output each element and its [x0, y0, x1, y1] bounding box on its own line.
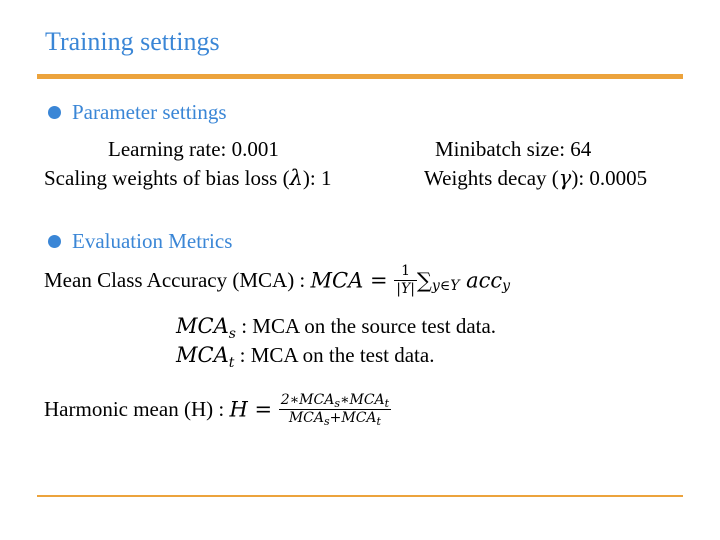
h-num-b-sub: t: [384, 397, 390, 410]
decay-suffix: ): 0.0005: [571, 166, 648, 190]
h-lhs: H: [229, 397, 248, 422]
sum-subscript: y∈Y: [431, 277, 460, 294]
scaling-suffix: ): 1: [302, 166, 332, 190]
bullet-icon: [48, 235, 61, 248]
mca-s-description: : MCA on the source test data.: [235, 314, 497, 338]
mca-s-line: [176, 314, 497, 342]
sum-symbol: ∑: [416, 268, 432, 293]
acc-term: acc: [459, 268, 503, 293]
harmonic-fraction: [279, 392, 391, 427]
h-num-a: 2∗MCA: [280, 392, 335, 408]
acc-subscript: y: [502, 277, 511, 294]
harmonic-mean-line: [44, 392, 391, 427]
harmonic-denominator: [279, 409, 391, 427]
gamma-symbol: γ: [558, 166, 572, 190]
h-den-b-sub: t: [376, 415, 381, 428]
lambda-symbol: λ: [289, 166, 303, 190]
minibatch-text: Minibatch size: 64: [435, 137, 592, 161]
mca-s-base: MCA: [176, 314, 229, 338]
mca-s-subscript: s: [228, 326, 236, 342]
scaling-weights-text: [44, 166, 331, 191]
fraction-denominator: |Y|: [396, 281, 415, 297]
learning-rate-text: Learning rate: 0.001: [108, 137, 279, 161]
mca-label: Mean Class Accuracy (MCA) :: [44, 268, 311, 292]
section-heading-parameters: Parameter settings: [72, 100, 227, 124]
h-num-b: ∗MCA: [339, 392, 385, 408]
equals-sign: =: [363, 268, 395, 293]
scaling-prefix: Scaling weights of bias loss (: [44, 166, 290, 190]
decay-prefix: Weights decay (: [424, 166, 559, 190]
footer-divider: [37, 495, 683, 497]
mca-t-subscript: t: [228, 355, 235, 371]
harmonic-label: Harmonic mean (H) :: [44, 397, 230, 421]
section-heading-metrics: Evaluation Metrics: [72, 229, 233, 253]
mca-t-line: [176, 343, 435, 371]
slide-title: Training settings: [45, 27, 220, 56]
h-num-a-sub: s: [334, 397, 340, 410]
h-den-b: +MCA: [329, 410, 377, 426]
mca-t-description: : MCA on the test data.: [234, 343, 435, 367]
mca-formula-line: [44, 263, 510, 298]
bullet-icon: [48, 106, 61, 119]
harmonic-numerator: [279, 392, 391, 409]
h-den-a: MCA: [288, 410, 324, 426]
mca-lhs: MCA: [310, 268, 364, 293]
mca-t-base: MCA: [176, 343, 229, 367]
fraction-numerator: 1: [401, 263, 411, 279]
equals-sign: =: [247, 397, 279, 422]
mca-fraction: [394, 263, 417, 298]
weights-decay-text: [424, 166, 647, 191]
title-divider: [37, 74, 683, 79]
h-den-a-sub: s: [324, 415, 330, 428]
